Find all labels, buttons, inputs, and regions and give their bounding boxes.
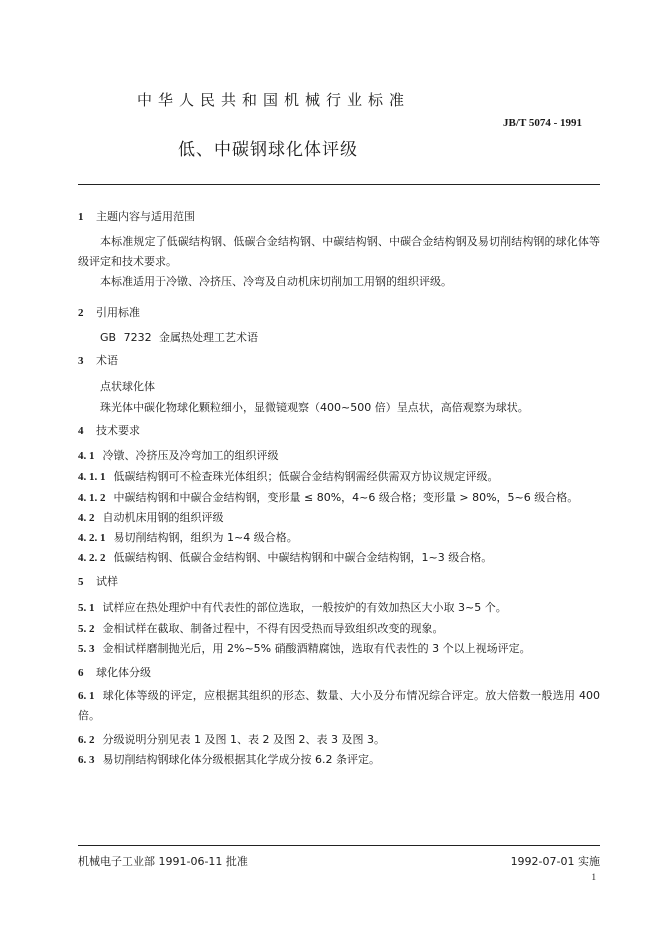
section-number: 6 <box>78 667 84 679</box>
clause-number: 6. 2 <box>78 734 95 746</box>
clause-4-1 <box>78 447 279 463</box>
footer-divider <box>78 845 600 846</box>
clause-text: 易切削结构钢球化体分级根据其化学成分按 6.2 条评定。 <box>102 753 380 766</box>
clause-number: 4. 1. 1 <box>78 471 106 483</box>
section-title: 主题内容与适用范围 <box>96 210 195 223</box>
header-divider <box>78 184 600 185</box>
standard-code: JB/T 5074 - 1991 <box>503 117 582 129</box>
section-number: 5 <box>78 576 84 588</box>
clause-4-1-1 <box>78 468 499 484</box>
clause-5-3 <box>78 640 531 656</box>
clause-text: 低碳结构钢可不检查珠光体组织；低碳合金结构钢需经供需双方协议规定评级。 <box>113 470 499 483</box>
clause-4-2-1 <box>78 529 298 545</box>
clause-text: 球化体等级的评定，应根据其组织的形态、数量、大小及分布情况综合评定。放大倍数一般选用 400 倍。 <box>78 689 600 722</box>
term-definition: 珠光体中碳化物球化颗粒细小，显微镜观察（400~500 倍）呈点状，高倍观察为球状。 <box>100 401 529 414</box>
section-title: 术语 <box>96 354 118 367</box>
clause-4-2-2 <box>78 549 492 565</box>
clause-number: 4. 1 <box>78 450 95 462</box>
implementation-date: 1992-07-01 实施 <box>510 855 600 868</box>
term-name: 点状球化体 <box>100 380 155 393</box>
section-1-paragraph-2: 本标准适用于冷镦、冷挤压、冷弯及自动机床切削加工用钢的组织评级。 <box>100 275 452 288</box>
clause-number: 4. 1. 2 <box>78 492 106 504</box>
clause-number: 5. 1 <box>78 602 95 614</box>
section-4-heading <box>78 422 140 438</box>
section-title: 试样 <box>96 575 118 588</box>
clause-6-3 <box>78 751 380 767</box>
referenced-standard: GB 7232 金属热处理工艺术语 <box>100 331 259 344</box>
section-number: 2 <box>78 307 84 319</box>
clause-6-2 <box>78 731 385 747</box>
clause-number: 6. 1 <box>78 690 95 702</box>
clause-number: 4. 2. 1 <box>78 532 106 544</box>
section-title: 引用标准 <box>96 306 140 319</box>
section-2-heading <box>78 304 140 320</box>
section-title: 球化体分级 <box>96 666 151 679</box>
clause-4-1-2 <box>78 489 578 505</box>
clause-text: 金相试样在截取、制备过程中，不得有因受热而导致组织改变的现象。 <box>102 622 444 635</box>
approval-line: 机械电子工业部 1991-06-11 批准 <box>78 855 248 868</box>
section-5-heading <box>78 573 118 589</box>
section-number: 1 <box>78 211 84 223</box>
document-title: 低、中碳钢球化体评级 <box>178 140 358 160</box>
section-3-heading <box>78 352 118 368</box>
clause-number: 6. 3 <box>78 754 95 766</box>
section-number: 4 <box>78 425 84 437</box>
clause-text: 冷镦、冷挤压及冷弯加工的组织评级 <box>102 449 279 462</box>
clause-text: 中碳结构钢和中碳合金结构钢，变形量 ≤ 80%，4~6 级合格；变形量 > 80%，5~6 级合格。 <box>113 491 579 504</box>
section-1-paragraph-1: 本标准规定了低碳结构钢、低碳合金结构钢、中碳结构钢、中碳合金结构钢及易切削结构钢的球化体等级评定和技术要求。 <box>78 235 600 268</box>
section-title: 技术要求 <box>96 424 140 437</box>
clause-number: 4. 2 <box>78 512 95 524</box>
clause-number: 5. 2 <box>78 623 95 635</box>
clause-text: 金相试样磨制抛光后，用 2%~5% 硝酸酒精腐蚀，选取有代表性的 3 个以上视场评定。 <box>102 642 531 655</box>
clause-6-1 <box>78 686 600 726</box>
clause-5-2 <box>78 620 444 636</box>
clause-text: 易切削结构钢，组织为 1~4 级合格。 <box>113 531 298 544</box>
section-1-heading <box>78 208 195 224</box>
section-6-heading <box>78 664 151 680</box>
clause-text: 分级说明分别见表 1 及图 1、表 2 及图 2、表 3 及图 3。 <box>102 733 385 746</box>
section-number: 3 <box>78 355 84 367</box>
issuing-body-heading: 中华人民共和国机械行业标准 <box>137 91 411 109</box>
clause-text: 试样应在热处理炉中有代表性的部位选取，一般按炉的有效加热区大小取 3~5 个。 <box>102 601 507 614</box>
clause-text: 自动机床用钢的组织评级 <box>102 511 224 524</box>
clause-number: 5. 3 <box>78 643 95 655</box>
clause-number: 4. 2. 2 <box>78 552 106 564</box>
clause-4-2 <box>78 509 224 525</box>
clause-text: 低碳结构钢、低碳合金结构钢、中碳结构钢和中碳合金结构钢，1~3 级合格。 <box>113 551 493 564</box>
clause-5-1 <box>78 599 507 615</box>
page-number: 1 <box>591 872 596 882</box>
